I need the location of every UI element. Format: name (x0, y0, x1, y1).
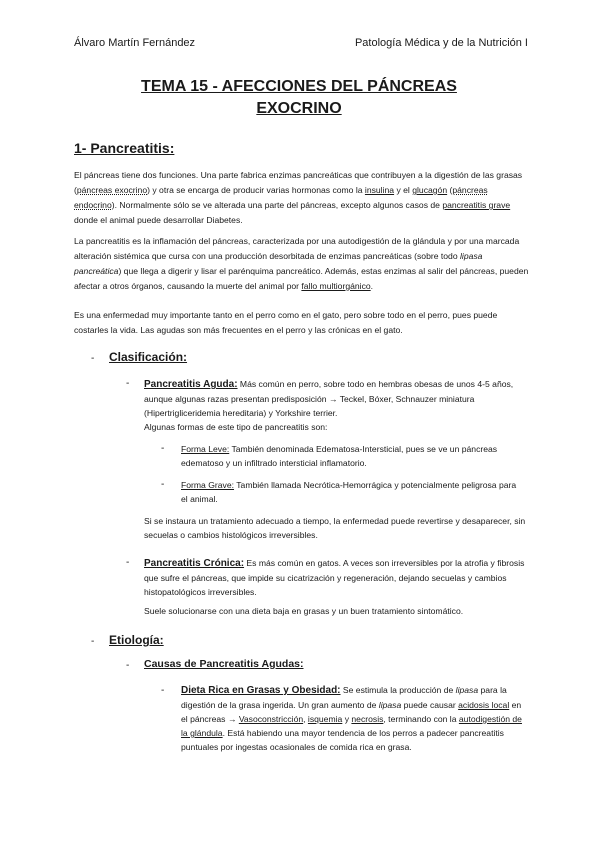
item-dieta-rica: Dieta Rica en Grasas y Obesidad: Se estimula la producción de lipasa para la digestión de la grasa ingerida. Un gran aumento de lipasa puede causar acidosis local en el páncreas → Vasoconstricción, isquemia y necrosis, terminando con la autodigestión de la glándula. Está habiendo una mayor tendencia de los perros a padecer pancreatitis puntuales por ingestas ocasionales de comida rica en grasa. (181, 685, 522, 752)
paragraph-funciones: El páncreas tiene dos funciones. Una parte fabrica enzimas pancreáticas que contribuyen a la digestión de las grasas (páncreas exocrino) y otra se encarga de producir varias hormonas como la insulina y el glucagón (páncreas endocrino). Normalmente sólo se ve alterada una parte del páncreas, excepto algunos casos de pancreatitis grave donde el animal puede desarrollar Diabetes. (74, 170, 523, 225)
bullet-aguda: - (126, 378, 130, 389)
label-dieta-rica: Dieta Rica en Grasas y Obesidad: (181, 685, 341, 696)
term-autodigestion: autodigestión de la glándula (181, 714, 522, 738)
bullet-causas: - (126, 660, 130, 671)
term-isquemia: isquemia (307, 714, 343, 724)
aguda-note: Si se instaura un tratamiento adecuado a tiempo, la enfermedad puede revertirse y desaparecer, sin secuelas o cambios histológicos irreversibles. (144, 516, 526, 540)
bullet-etiologia: - (91, 636, 95, 647)
term-pancreas-exocrino: páncreas exocrino (76, 185, 148, 195)
term-vasoconstriccion: Vasoconstricción (238, 714, 304, 724)
term-lipasa-pancreatica: lipasa pancreática (74, 251, 483, 276)
cronica-note: Suele solucionarse con una dieta baja en grasas y un buen tratamiento sintomático. (144, 606, 464, 616)
page-title (60, 76, 538, 120)
term-insulina: insulina (364, 185, 395, 195)
header-course: Patología Médica y de la Nutrición I (354, 37, 528, 49)
header-author: Álvaro Martín Fernández (74, 37, 196, 49)
term-pancreatitis-grave: pancreatitis grave (442, 200, 511, 210)
title-line-1: TEMA 15 - AFECCIONES DEL PÁNCREAS (141, 78, 457, 95)
heading-causas-agudas: Causas de Pancreatitis Agudas: (144, 658, 304, 670)
bullet-dieta: - (161, 685, 165, 696)
term-glucagon: glucagón (412, 185, 448, 195)
bullet-clasificacion: - (91, 353, 95, 364)
aguda-intro: Algunas formas de este tipo de pancreatitis son: (144, 422, 328, 432)
item-pancreatitis-aguda: Pancreatitis Aguda: Más común en perro, sobre todo en hembras obesas de unos 4-5 años, aunque algunas razas presentan predisposición → Teckel, Bóxer, Schnauzer miniatura (Hipertrigliceridemia hereditaria) y Yorkshire terrier. Algunas formas de este tipo de pancreatitis son: (144, 379, 514, 432)
bullet-forma-leve: - (161, 443, 165, 454)
item-pancreatitis-cronica: Pancreatitis Crónica: Es más común en gatos. A veces son irreversibles por la atrofia y fibrosis que sufre el páncreas, que impide su cicatrización y regeneración, dejando secuelas y cambios histopatológicos irreversibles. (144, 558, 525, 597)
heading-clasificacion: Clasificación: (109, 350, 188, 364)
paragraph-importancia: Es una enfermedad muy importante tanto en el perro como en el gato, pero sobre todo en el perro, pues puede costarles la vida. Las agudas son más frecuentes en el perro y las crónicas en el gato. (74, 310, 498, 335)
term-acidosis-local: acidosis local (458, 700, 510, 710)
term-necrosis: necrosis (351, 714, 384, 724)
label-pancreatitis-aguda: Pancreatitis Aguda: (144, 379, 238, 390)
item-forma-grave: Forma Grave: También llamada Necrótica-Hemorrágica y potencialmente peligrosa para el animal. (181, 480, 517, 504)
term-pancreas-endocrino: páncreas endocrino (74, 185, 488, 210)
label-pancreatitis-cronica: Pancreatitis Crónica: (144, 558, 245, 569)
term-fallo-multiorganico: fallo multiorgánico (301, 281, 371, 291)
item-forma-leve: Forma Leve: También denominada Edematosa-Intersticial, pues se ve un páncreas edematoso y un infiltrado intersticial inflamatorio. (181, 444, 498, 468)
label-forma-grave: Forma Grave: (181, 480, 235, 490)
paragraph-inflamacion: La pancreatitis es la inflamación del páncreas, caracterizada por una autodigestión de la glándula y por una marcada alteración sistémica que cursa con una producción desorbitada de enzimas pancreáticas (sobre todo lipasa pancreática) que llega a digerir y lisar el parénquima pancreático. Además, estas enzimas al salir del páncreas, pueden afectar a otros órganos, causando la muerte del animal por fallo multiorgánico. (74, 236, 529, 291)
section-heading-pancreatitis: 1- Pancreatitis: (74, 140, 175, 156)
title-line-2: EXOCRINO (256, 100, 342, 117)
bullet-forma-grave: - (161, 479, 165, 490)
bullet-cronica: - (126, 557, 130, 568)
heading-etiologia: Etiología: (109, 633, 164, 647)
label-forma-leve: Forma Leve: (181, 444, 230, 454)
